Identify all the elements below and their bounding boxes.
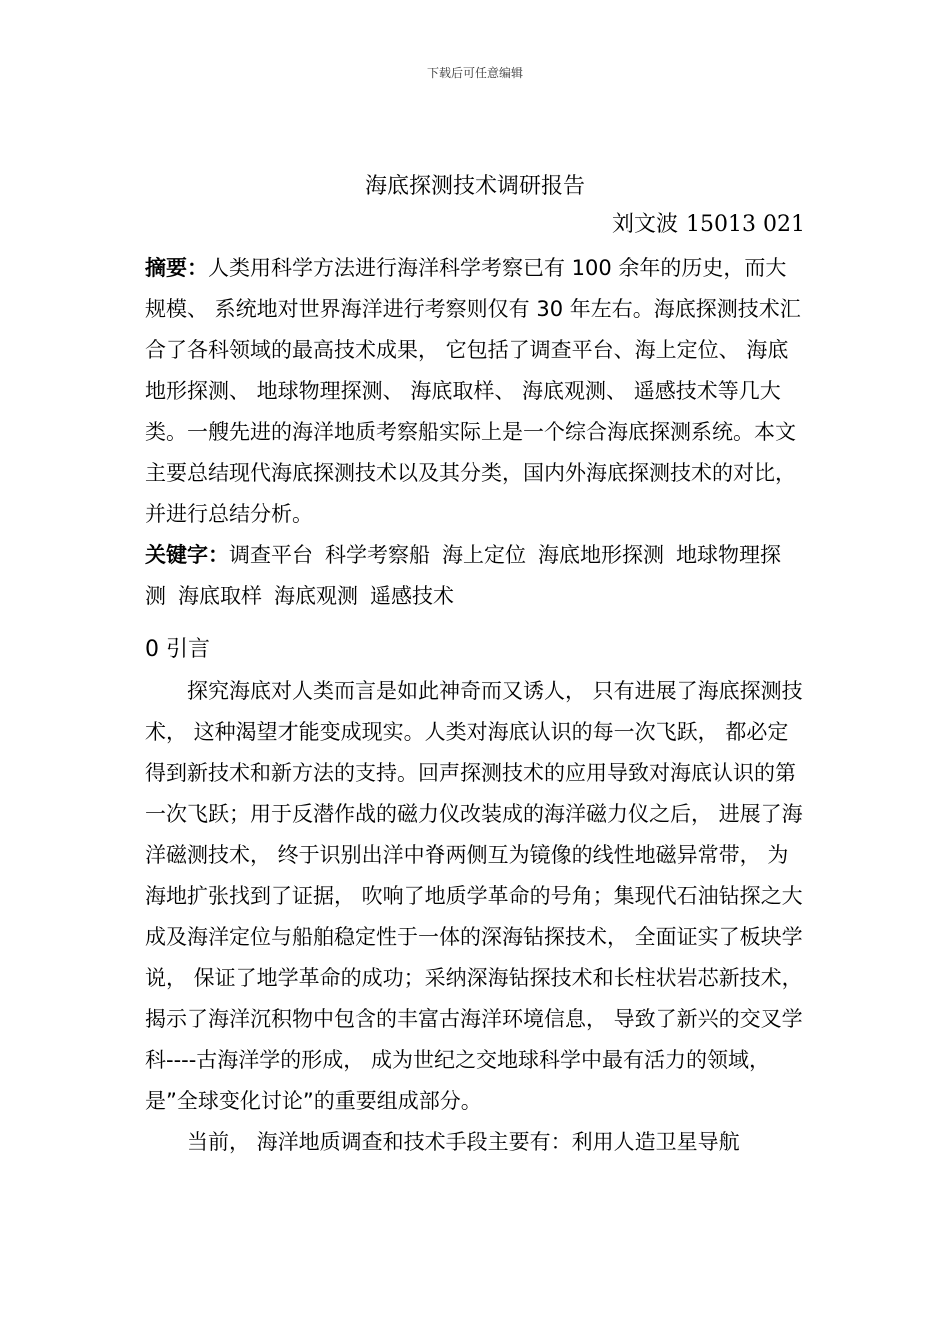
keyword: 海底地形探测 [538,543,664,567]
keyword: 海底取样 [178,584,262,608]
abstract-text: 人类用科学方法进行海洋科学考察已有 100 余年的历史，而大规模、 系统地对世界海洋进行考察则仅有 30 年左右。海底探测技术汇合了各科领域的最高技术成果， 它包括了调查平台、海上定位、 海底地形探测、 地球物理探测、 海底取样、 海底观测、 遥感技术等几大类。一艘先进的海洋地质考察船实际上是一个综合海底探测系统。本文主要总结现代海底探测技术以及其分类，国内外海底探测技术的对比， 并进行总结分析。 [145,256,801,526]
author-line [612,210,805,240]
student-id: 15013 021 [686,212,805,237]
keyword: 调查平台 [229,543,313,567]
keyword: 地球物理探测 [145,543,781,608]
abstract-paragraph [145,248,805,535]
keywords-paragraph [145,535,805,617]
header-note: 下载后可任意编辑 [426,66,523,80]
keyword: 海上定位 [442,543,526,567]
keyword: 遥感技术 [370,584,454,608]
body-paragraph: 探究海底对人类而言是如此神奇而又诱人， 只有进展了海底探测技术， 这种渴望才能变成现实。人类对海底认识的每一次飞跃， 都必定得到新技术和新方法的支持。回声探测技术的应用导致对海底认识的第一次飞跃；用于反潜作战的磁力仪改装成的海洋磁力仪之后， 进展了海洋磁测技术， 终于识别出洋中脊两侧互为镜像的线性地磁异常带， 为海地扩张找到了证据， 吹响了地质学革命的号角；集现代石油钻探之大成及海洋定位与船舶稳定性于一体的深海钻探技术， 全面证实了板块学说， 保证了地学革命的成功；采纳深海钻探技术和长柱状岩芯新技术， 揭示了海洋沉积物中包含的丰富古海洋环境信息， 导致了新兴的交叉学科----古海洋学的形成， 成为世纪之交地球科学中最有活力的领域，是”全球变化讨论”的重要组成部分。 [145,679,803,1113]
author-name: 刘文波 [612,212,679,237]
keyword: 科学考察船 [325,543,430,567]
keyword: 海底观测 [274,584,358,608]
document-body [145,248,805,1163]
document-title: 海底探测技术调研报告 [364,174,585,199]
keywords-label: 关键字： [145,543,229,567]
section-heading: 0 引言 [145,637,210,662]
abstract-label: 摘要： [145,256,208,280]
body-paragraph: 当前， 海洋地质调查和技术手段主要有：利用人造卫星导航 [187,1130,740,1154]
